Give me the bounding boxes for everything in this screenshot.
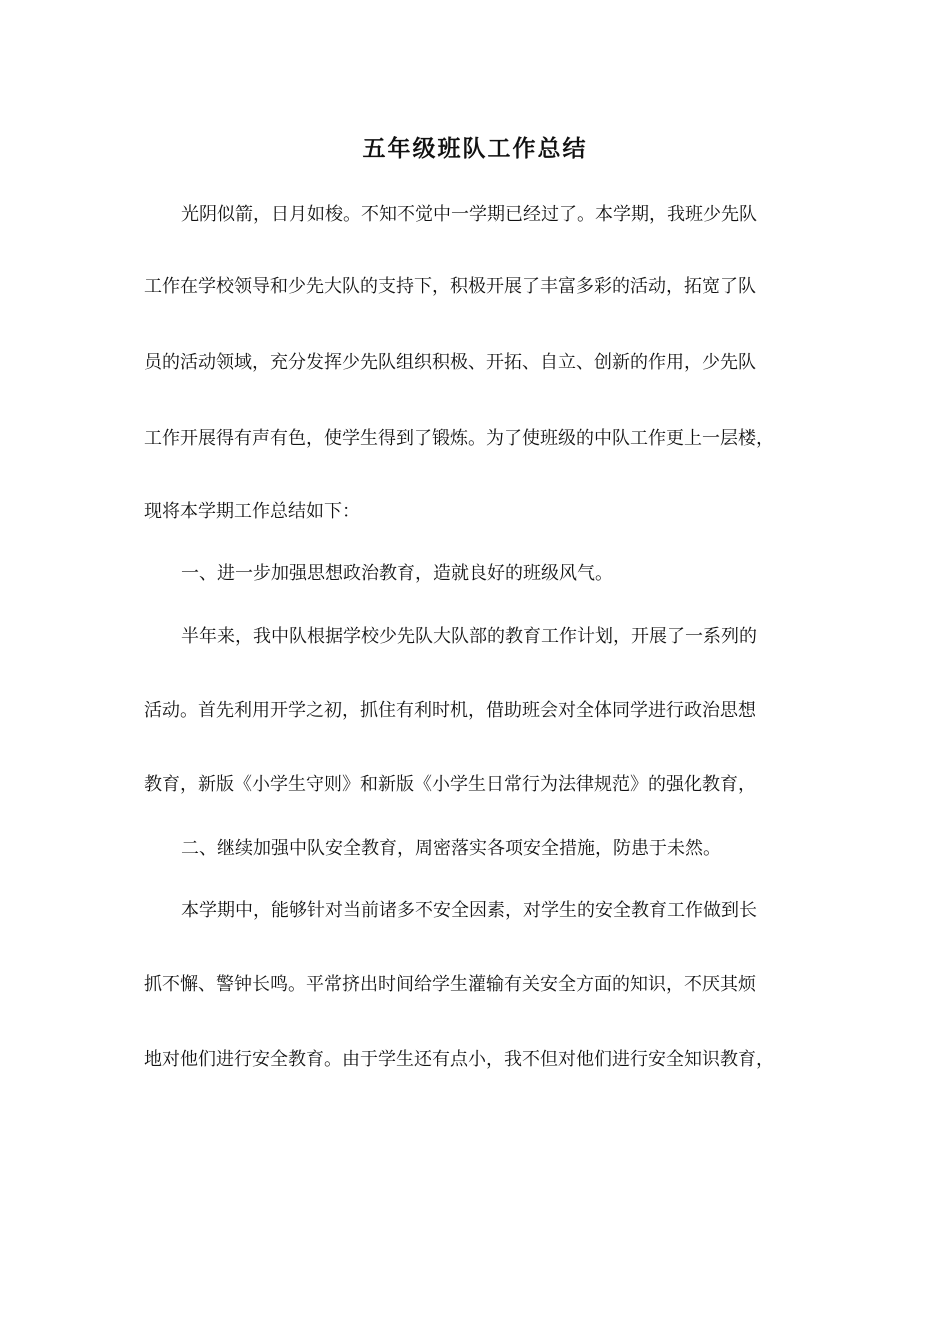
section-heading: 一、进一步加强思想政治教育，造就良好的班级风气。: [181, 563, 613, 584]
paragraph-line: 活动。首先利用开学之初，抓住有利时机，借助班会对全体同学进行政治思想: [144, 700, 756, 721]
paragraph-line: 现将本学期工作总结如下：: [144, 501, 360, 522]
section-heading: 二、继续加强中队安全教育，周密落实各项安全措施，防患于未然。: [181, 838, 721, 859]
paragraph-line: 抓不懈、警钟长鸣。平常挤出时间给学生灌输有关安全方面的知识，不厌其烦: [144, 974, 756, 995]
paragraph-line: 工作在学校领导和少先大队的支持下，积极开展了丰富多彩的活动，拓宽了队: [144, 276, 756, 297]
paragraph-line: 地对他们进行安全教育。由于学生还有点小，我不但对他们进行安全知识教育，: [144, 1049, 774, 1070]
paragraph-line: 教育，新版《小学生守则》和新版《小学生日常行为法律规范》的强化教育，: [144, 774, 756, 795]
paragraph-line: 光阴似箭，日月如梭。不知不觉中一学期已经过了。本学期，我班少先队: [181, 204, 757, 225]
document-title: 五年级班队工作总结: [362, 135, 588, 162]
paragraph-line: 员的活动领域，充分发挥少先队组织积极、开拓、自立、创新的作用，少先队: [144, 352, 756, 373]
paragraph-line: 本学期中，能够针对当前诸多不安全因素，对学生的安全教育工作做到长: [181, 900, 757, 921]
paragraph-line: 半年来，我中队根据学校少先队大队部的教育工作计划，开展了一系列的: [181, 626, 757, 647]
paragraph-line: 工作开展得有声有色，使学生得到了锻炼。为了使班级的中队工作更上一层楼，: [144, 428, 774, 449]
